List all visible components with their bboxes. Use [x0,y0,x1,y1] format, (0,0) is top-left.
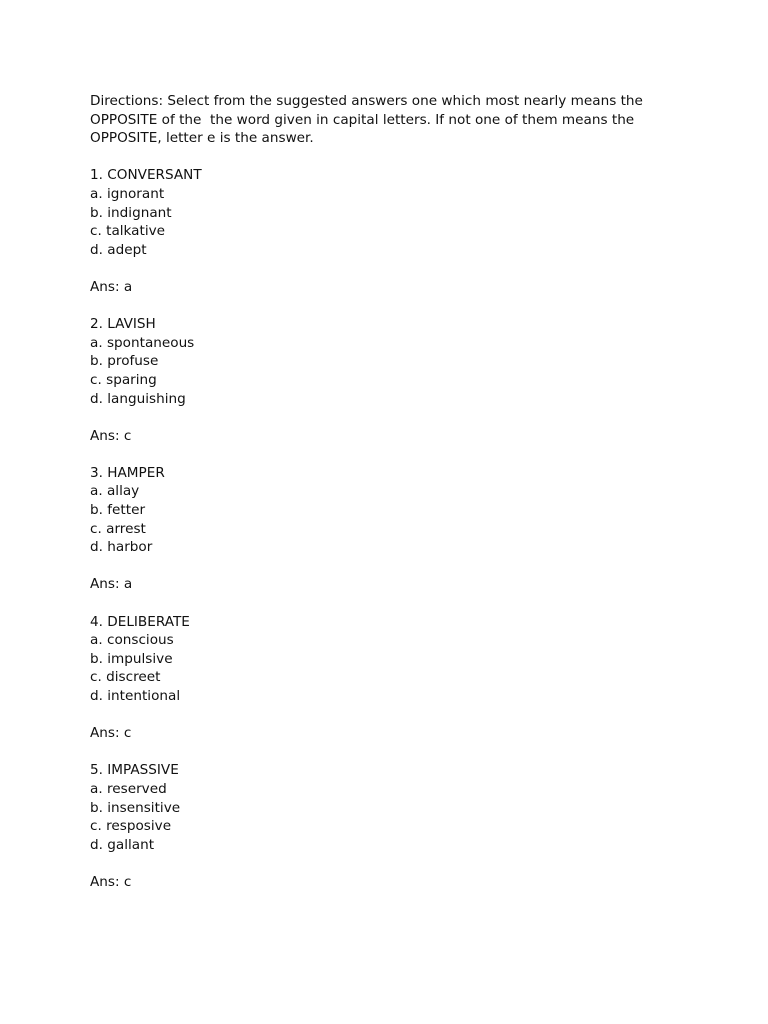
question-option: d. harbor [90,539,153,556]
question-option: d. adept [90,241,147,258]
question-option: d. languishing [90,390,186,407]
question-answer: Ans: a [90,576,133,593]
question-prompt: 3. HAMPER [90,464,165,481]
directions-line: OPPOSITE of the the word given in capital letters. If not one of them means the [90,111,635,128]
question-option: a. spontaneous [90,334,195,351]
question-option: b. insensitive [90,799,181,816]
question-option: a. allay [90,483,140,500]
question-answer: Ans: a [90,278,133,295]
directions-paragraph [90,92,690,148]
question-option: a. ignorant [90,185,165,202]
question-option: c. arrest [90,520,146,537]
question-option: b. fetter [90,502,146,519]
question-option: a. conscious [90,632,174,649]
directions-line: Directions: Select from the suggested answers one which most nearly means the [90,93,643,109]
question-option: a. reserved [90,780,167,797]
question-option: d. intentional [90,688,181,704]
question-prompt: 1. CONVERSANT [90,167,202,184]
question-block [90,166,690,296]
question-block [90,464,690,594]
directions-line: OPPOSITE, letter e is the answer. [90,130,314,147]
question-option: c. sparing [90,371,157,388]
question-prompt: 5. IMPASSIVE [90,762,179,779]
question-block [90,613,690,743]
question-block [90,761,690,891]
question-option: b. indignant [90,204,172,221]
document-page [90,92,690,910]
question-answer: Ans: c [90,873,132,890]
question-block [90,315,690,445]
question-option: c. resposive [90,818,172,835]
question-option: d. gallant [90,836,155,853]
question-option: c. discreet [90,669,161,686]
question-answer: Ans: c [90,427,132,444]
question-answer: Ans: c [90,725,132,742]
question-option: b. impulsive [90,650,173,667]
question-option: c. talkative [90,223,166,240]
question-prompt: 4. DELIBERATE [90,613,190,630]
question-option: b. profuse [90,353,159,370]
question-prompt: 2. LAVISH [90,316,156,333]
